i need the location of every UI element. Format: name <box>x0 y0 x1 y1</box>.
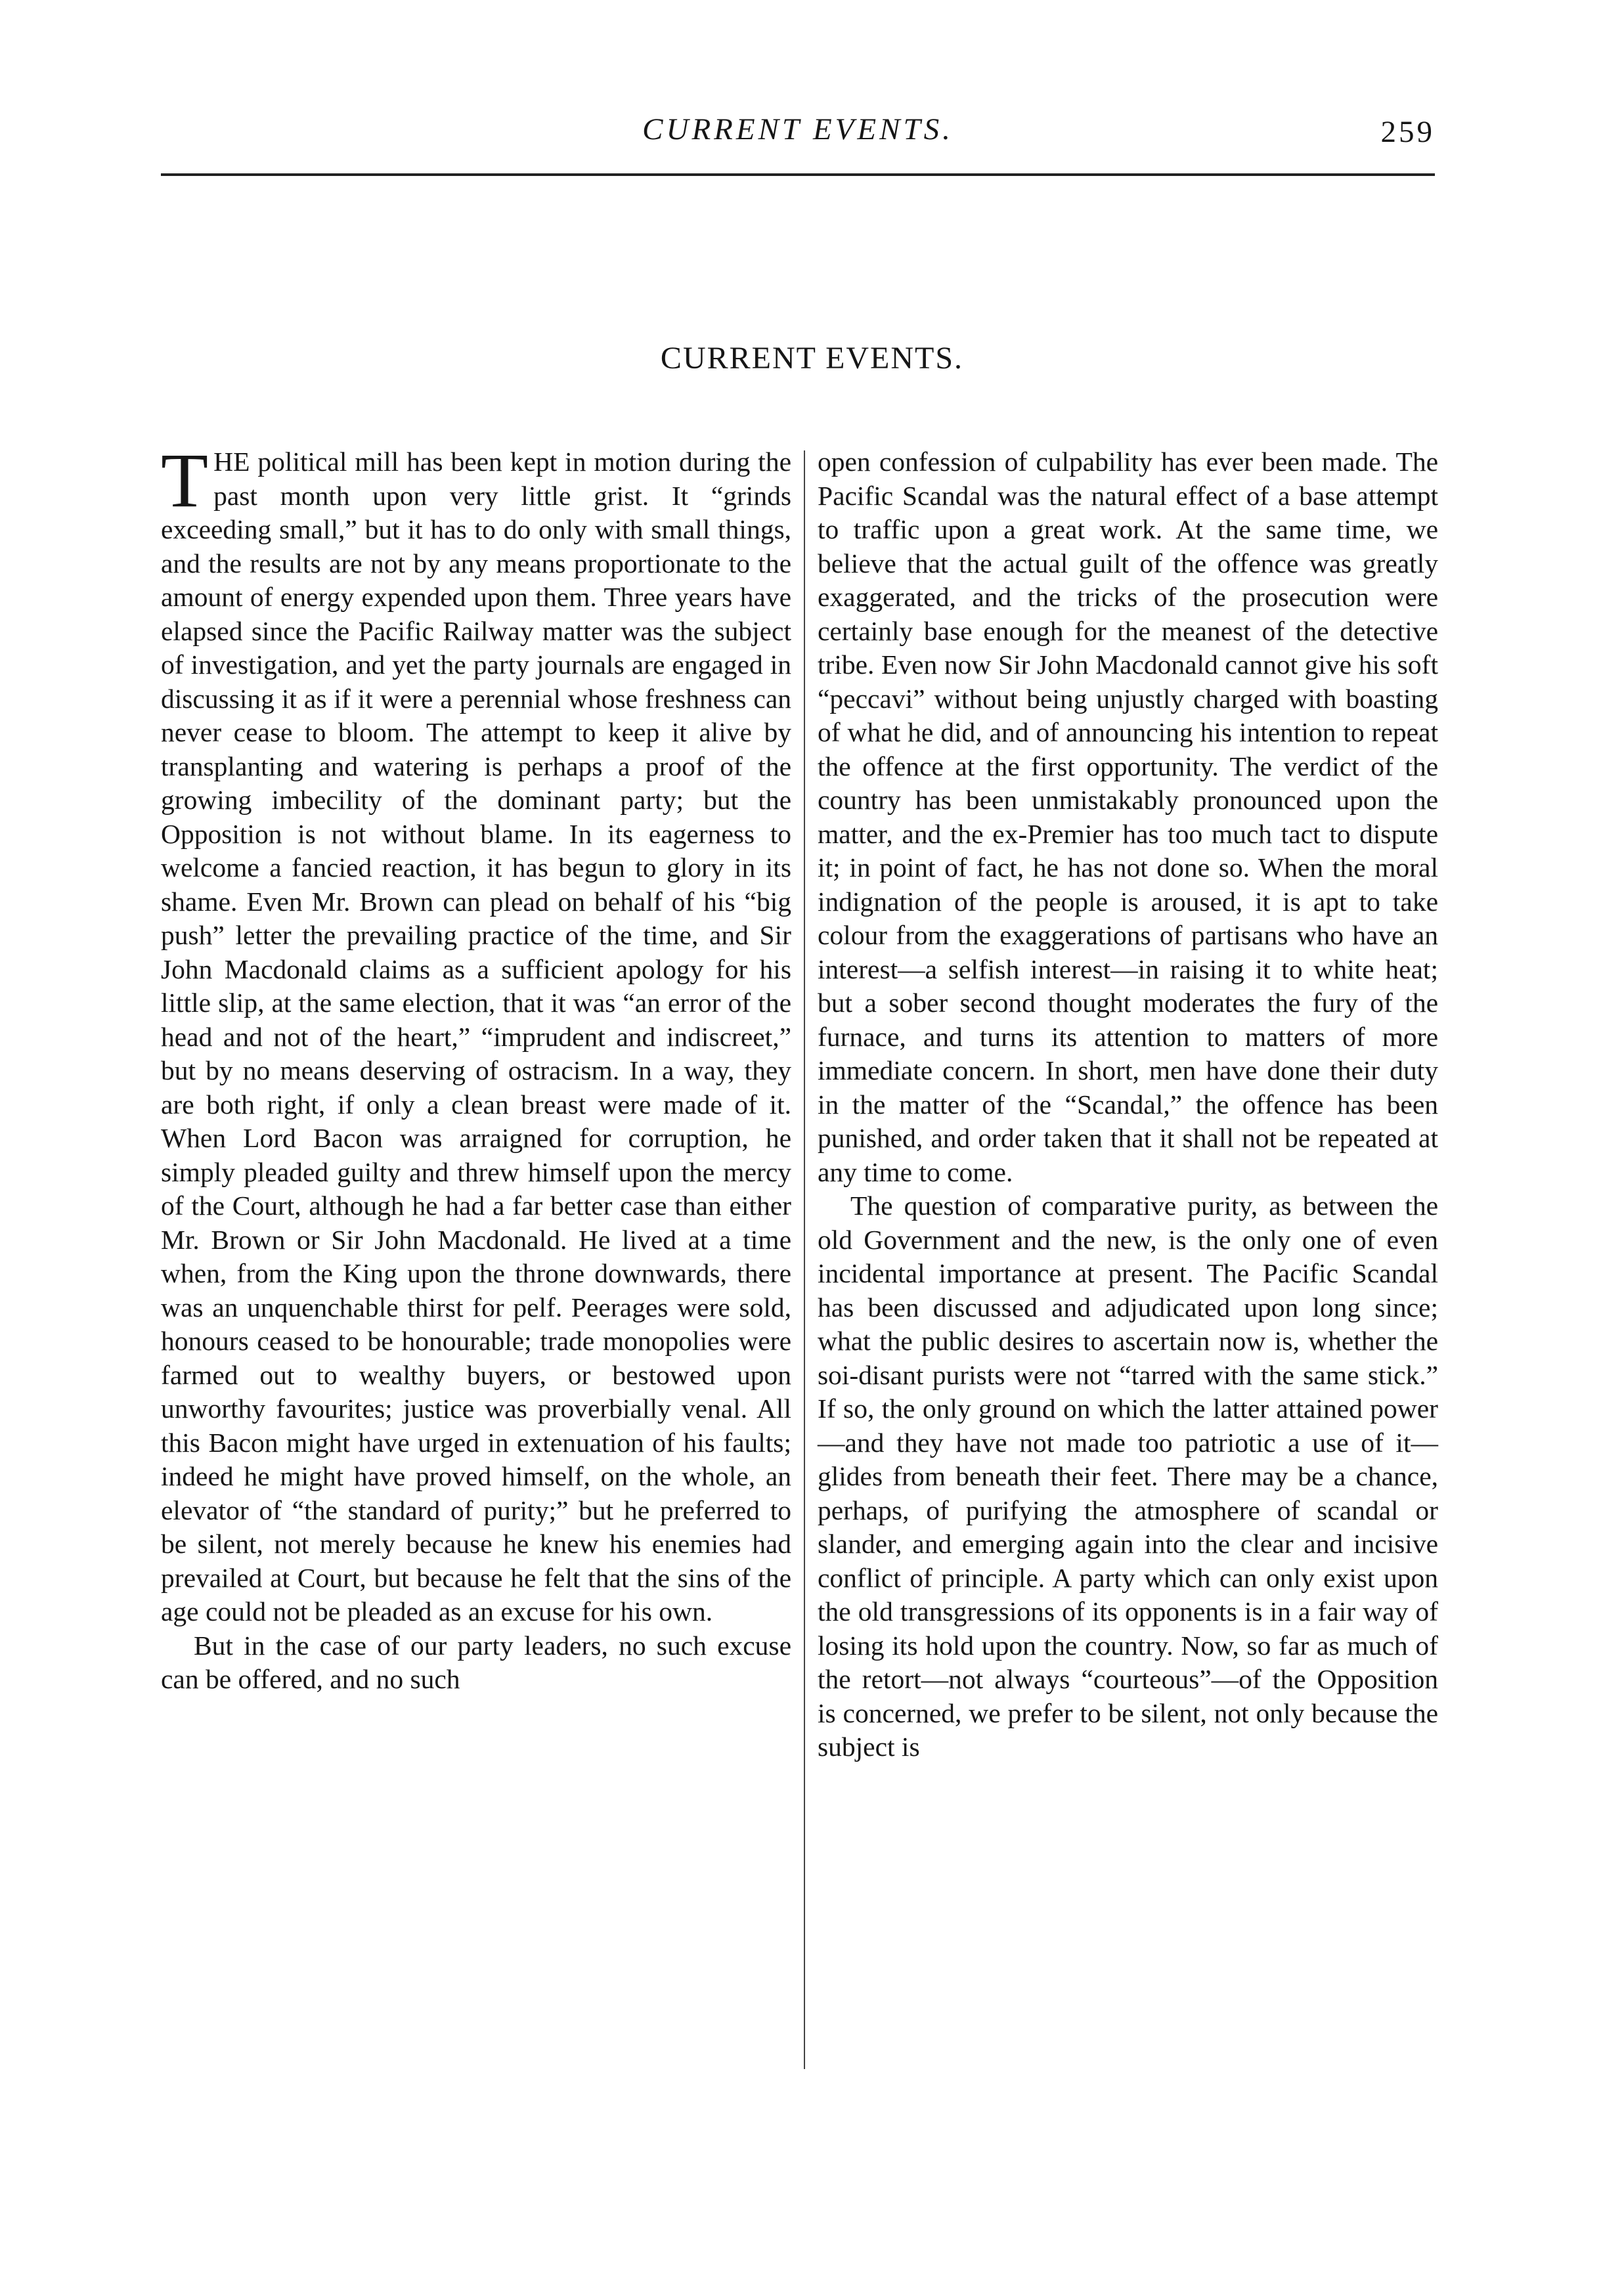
article-title: CURRENT EVENTS. <box>660 341 964 376</box>
right-paragraph-2: The question of comparative purity, as between the old Government and the new, is the only one of even incidental importance at present. The Pacific Scandal has been discussed and adjudicated upon long since; what the public desires to ascertain now is, whether the soi-disant purists were not “tarred with the same stick.” If so, the only ground on which the latter attained power—and they have not made too patriotic a use of it—glides from beneath their feet. There may be a chance, perhaps, of purifying the atmosphere of scandal or slander, and emerging again into the clear and incisive conflict of principle. A party which can only exist upon the old transgressions of its opponents is in a fair way of losing its hold upon the country. Now, so far as much of the retort—not always “courteous”—of the Opposition is concerned, we prefer to be silent, not only because the subject is <box>818 1190 1438 1762</box>
column-divider <box>804 450 805 2069</box>
left-paragraph-1 <box>161 437 791 1629</box>
running-title: CURRENT EVENTS. <box>642 112 954 146</box>
drop-cap: T <box>161 437 209 523</box>
right-column <box>818 445 1438 1764</box>
left-paragraph-2: But in the case of our party leaders, no such excuse can be offered, and no such <box>161 1630 791 1694</box>
page-number: 259 <box>1380 115 1435 149</box>
right-paragraph-1: open confession of culpability has ever been made. The Pacific Scandal was the natural effect of a base attempt to traffic upon a great work. At the same time, we believe that the actual guilt of the offence was greatly exaggerated, and the tricks of the prosecution were certainly base enough for the meanest of the detective tribe. Even now Sir John Macdonald cannot give his soft “peccavi” without being unjustly charged with boasting of what he did, and of announcing his intention to repeat the offence at the first opportunity. The verdict of the country has been unmistakably pronounced upon the matter, and the ex-Premier has too much tact to dispute it; in point of fact, he has not done so. When the moral indignation of the people is aroused, it is apt to take colour from the exaggerations of partisans who have an interest—a selfish interest—in raising it to white heat; but a sober second thought moderates the fury of the furnace, and turns its attention to matters of more immediate concern. In short, men have done their duty in the matter of the “Scandal,” the offence has been punished, and order taken that it shall not be repeated at any time to come. <box>818 447 1438 1187</box>
left-column <box>161 437 791 1697</box>
header-rule <box>161 173 1435 176</box>
running-head <box>161 112 1435 158</box>
left-paragraph-1-text: HE political mill has been kept in motion during the past month upon very little grist. It “grinds exceeding small,” but it has to do only with small things, and the results are not by any means proportionate to the amount of energy expended upon them. Three years have elapsed since the Pacific Railway matter was the subject of investigation, and yet the party journals are engaged in discussing it as if it were a perennial whose freshness can never cease to bloom. The attempt to keep it alive by transplanting and watering is perhaps a proof of the growing imbecility of the dominant party; but the Opposition is not without blame. In its eagerness to welcome a fancied reaction, it has begun to glory in its shame. Even Mr. Brown can plead on behalf of his “big push” letter the prevailing practice of the time, and Sir John Macdonald claims as a sufficient apology for his little slip, at the same election, that it was “an error of the head and not of the heart,” “imprudent and indiscreet,” but by no means deserving of ostracism. In a way, they are both right, if only a clean breast were made of it. When Lord Bacon was arraigned for corruption, he simply pleaded guilty and threw himself upon the mercy of the Court, although he had a far better case than either Mr. Brown or Sir John Macdonald. He lived at a time when, from the King upon the throne downwards, there was an unquenchable thirst for pelf. Peerages were sold, honours ceased to be honourable; trade monopolies were farmed out to wealthy buyers, or bestowed upon unworthy favourites; justice was proverbially venal. All this Bacon might have urged in extenuation of his faults; indeed he might have proved himself, on the whole, an elevator of “the standard of purity;” but he preferred to be silent, not merely because he knew his enemies had prevailed at Court, but because he felt that the sins of the age could not be pleaded as an excuse for his own. <box>161 447 791 1626</box>
